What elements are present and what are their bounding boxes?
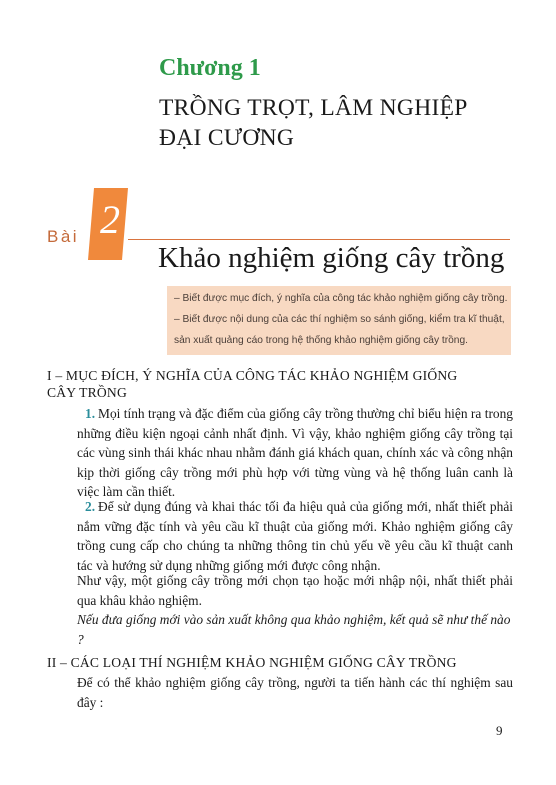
paragraph-4: Để có thể khảo nghiệm giống cây trồng, người ta tiến hành các thí nghiệm sau đây : — [77, 675, 513, 710]
lesson-number: 2 — [100, 197, 120, 242]
lesson-word: Bài — [47, 227, 80, 246]
lesson-divider — [128, 239, 510, 240]
paragraph-number: 1. — [85, 406, 96, 421]
objective-line: – Biết được mục đích, ý nghĩa của công tác khảo nghiệm giống cây trồng. — [174, 293, 508, 304]
paragraph-2 — [77, 497, 513, 575]
paragraph-text: Mọi tính trạng và đặc điểm của giống cây trồng thường chỉ biểu hiện ra trong những điều kiện ngoại cảnh nhất định. Vì vậy, khảo nghiệm giống cây trồng tại các vùng sinh thái khác nhau nhằm đánh giá khách quan, chính xác và công nhận kịp thời giống cây trồng mới phù hợp với từng vùng và hệ thống luân canh là việc làm cần thiết. — [77, 406, 513, 500]
paragraph-number: 2. — [85, 499, 96, 514]
paragraph-1 — [77, 404, 513, 502]
section-heading-line: CÂY TRỒNG — [47, 385, 127, 400]
chapter-title — [159, 93, 539, 153]
review-question: Nếu đưa giống mới vào sản xuất không qua khảo nghiệm, kết quả sẽ như thế nào ? — [77, 612, 511, 647]
chapter-title-line2: ĐẠI CƯƠNG — [159, 125, 295, 151]
paragraph-3: Như vậy, một giống cây trồng mới chọn tạo hoặc mới nhập nội, nhất thiết phải qua khâu khảo nghiệm. — [77, 573, 513, 608]
paragraph-text: Để sử dụng đúng và khai thác tối đa hiệu quả của giống mới, nhất thiết phải nắm vững đặc tính và yêu cầu kĩ thuật của giống mới. Khảo nghiệm giống cây trồng cung cấp cho chúng ta những thông tin chủ yếu về yêu cầu kĩ thuật canh tác và hướng sử dụng những giống mới được công nhận. — [77, 499, 513, 573]
section-heading-1 — [47, 367, 457, 401]
chapter-label: Chương 1 — [159, 55, 261, 81]
section-heading-2: II – CÁC LOẠI THÍ NGHIỆM KHẢO NGHIỆM GIỐNG CÂY TRỒNG — [47, 655, 457, 670]
lesson-title: Khảo nghiệm giống cây trồng — [158, 242, 505, 274]
objective-line: – Biết được nội dung của các thí nghiệm so sánh giống, kiểm tra kĩ thuật, — [174, 314, 505, 325]
objective-line: sản xuất quảng cáo trong hệ thống khảo nghiệm giống cây trồng. — [174, 335, 468, 346]
objectives-box — [167, 286, 511, 355]
page-number: 9 — [496, 723, 503, 738]
section-heading-line: I – MỤC ĐÍCH, Ý NGHĨA CỦA CÔNG TÁC KHẢO NGHIỆM GIỐNG — [47, 368, 458, 383]
chapter-title-line1: TRỒNG TRỌT, LÂM NGHIỆP — [159, 95, 468, 121]
